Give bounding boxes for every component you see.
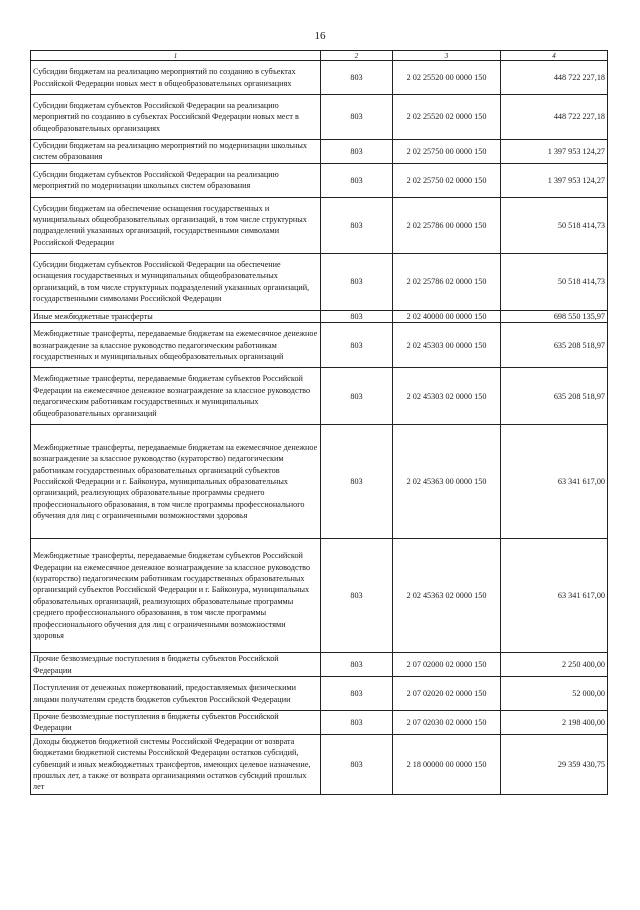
row-kbk: 2 02 45303 00 0000 150 [393,323,501,368]
table-row [31,197,608,253]
row-kbk: 2 02 45363 02 0000 150 [393,539,501,653]
row-name: Субсидии бюджетам субъектов Российской Федерации на реализацию мероприятий по модернизации школьных систем образования [31,163,321,197]
row-amount: 635 208 518,97 [501,323,608,368]
header-col-3: 3 [393,51,501,61]
row-kbk: 2 02 25520 02 0000 150 [393,95,501,140]
row-amount: 635 208 518,97 [501,368,608,425]
row-amount: 63 341 617,00 [501,425,608,539]
row-code: 803 [321,539,393,653]
row-amount: 2 250 400,00 [501,653,608,677]
row-code: 803 [321,197,393,253]
header-col-2: 2 [321,51,393,61]
row-kbk: 2 02 45363 00 0000 150 [393,425,501,539]
row-amount: 52 000,00 [501,677,608,711]
table-row [31,310,608,322]
table-row [31,253,608,310]
row-name: Поступления от денежных пожертвований, предоставляемых физическими лицами получателям средств бюджетов субъектов Российской Федерации [31,677,321,711]
row-code: 803 [321,61,393,95]
row-amount: 50 518 414,73 [501,197,608,253]
row-name: Межбюджетные трансферты, передаваемые бюджетам на ежемесячное денежное вознаграждение за классное руководство (кураторство) педагогическим работникам государственных образовательных организаций субъектов Российской Федерации и г. Байконура, муниципальных образовательных организаций, реализующих образовательные программы среднего профессионального образования, в том числе программы профессионального обучения для лиц с ограниченными возможностями здоровья [31,425,321,539]
table-row [31,425,608,539]
row-code: 803 [321,711,393,735]
table-row [31,323,608,368]
table-row [31,95,608,140]
row-kbk: 2 18 00000 00 0000 150 [393,734,501,794]
row-amount: 50 518 414,73 [501,253,608,310]
row-amount: 2 198 400,00 [501,711,608,735]
budget-table [30,50,608,795]
header-col-1: 1 [31,51,321,61]
row-kbk: 2 02 25786 02 0000 150 [393,253,501,310]
row-amount: 29 359 430,75 [501,734,608,794]
table-row [31,368,608,425]
row-kbk: 2 02 45303 02 0000 150 [393,368,501,425]
row-name: Доходы бюджетов бюджетной системы Российской Федерации от возврата бюджетами бюджетной системы Российской Федерации остатков субсидий, субвенций и иных межбюджетных трансфертов, имеющих целевое назначение, прошлых лет, а также от возврата организациями остатков субсидий прошлых лет [31,734,321,794]
row-code: 803 [321,677,393,711]
table-row [31,61,608,95]
row-code: 803 [321,253,393,310]
row-kbk: 2 07 02030 02 0000 150 [393,711,501,735]
table-row [31,677,608,711]
row-amount: 1 397 953 124,27 [501,140,608,164]
row-code: 803 [321,653,393,677]
table-row [31,734,608,794]
row-code: 803 [321,140,393,164]
row-code: 803 [321,310,393,322]
row-kbk: 2 02 25520 00 0000 150 [393,61,501,95]
row-kbk: 2 02 40000 00 0000 150 [393,310,501,322]
row-name: Субсидии бюджетам субъектов Российской Федерации на обеспечение оснащения государственных и муниципальных общеобразовательных организаций, в том числе структурных подразделений указанных организаций, государственными символами Российской Федерации [31,253,321,310]
row-name: Иные межбюджетные трансферты [31,310,321,322]
row-amount: 1 397 953 124,27 [501,163,608,197]
table-row [31,140,608,164]
row-code: 803 [321,368,393,425]
row-code: 803 [321,734,393,794]
row-name: Субсидии бюджетам субъектов Российской Федерации на реализацию мероприятий по созданию в субъектах Российской Федерации новых мест в общеобразовательных организациях [31,95,321,140]
row-code: 803 [321,163,393,197]
row-amount: 63 341 617,00 [501,539,608,653]
row-name: Субсидии бюджетам на обеспечение оснащения государственных и муниципальных общеобразовательных организаций, в том числе структурных подразделений указанных организаций, государственными символами Российской Федерации [31,197,321,253]
row-kbk: 2 02 25750 02 0000 150 [393,163,501,197]
row-kbk: 2 02 25786 00 0000 150 [393,197,501,253]
row-amount: 698 550 135,97 [501,310,608,322]
header-col-4: 4 [501,51,608,61]
table-row [31,711,608,735]
row-kbk: 2 07 02020 02 0000 150 [393,677,501,711]
row-code: 803 [321,425,393,539]
row-amount: 448 722 227,18 [501,61,608,95]
row-kbk: 2 02 25750 00 0000 150 [393,140,501,164]
table-header-row [31,51,608,61]
row-kbk: 2 07 02000 02 0000 150 [393,653,501,677]
row-name: Субсидии бюджетам на реализацию мероприятий по модернизации школьных систем образования [31,140,321,164]
row-name: Прочие безвозмездные поступления в бюджеты субъектов Российской Федерации [31,653,321,677]
row-code: 803 [321,95,393,140]
row-name: Межбюджетные трансферты, передаваемые бюджетам субъектов Российской Федерации на ежемесячное денежное вознаграждение за классное руководство (кураторство) педагогическим работникам государственных образовательных организаций субъектов Российской Федерации и г. Байконура, муниципальных образовательных организаций, реализующих образовательные программы среднего профессионального образования, в том числе программы профессионального обучения для лиц с ограниченными возможностями здоровья [31,539,321,653]
table-row [31,163,608,197]
row-name: Субсидии бюджетам на реализацию мероприятий по созданию в субъектах Российской Федерации новых мест в общеобразовательных организациях [31,61,321,95]
row-amount: 448 722 227,18 [501,95,608,140]
row-code: 803 [321,323,393,368]
row-name: Прочие безвозмездные поступления в бюджеты субъектов Российской Федерации [31,711,321,735]
row-name: Межбюджетные трансферты, передаваемые бюджетам на ежемесячное денежное вознаграждение за классное руководство педагогическим работникам государственных и муниципальных общеобразовательных организаций [31,323,321,368]
row-name: Межбюджетные трансферты, передаваемые бюджетам субъектов Российской Федерации на ежемесячное денежное вознаграждение за классное руководство педагогическим работникам государственных и муниципальных общеобразовательных организаций [31,368,321,425]
table-row [31,653,608,677]
table-row [31,539,608,653]
page-number: 16 [314,30,326,42]
